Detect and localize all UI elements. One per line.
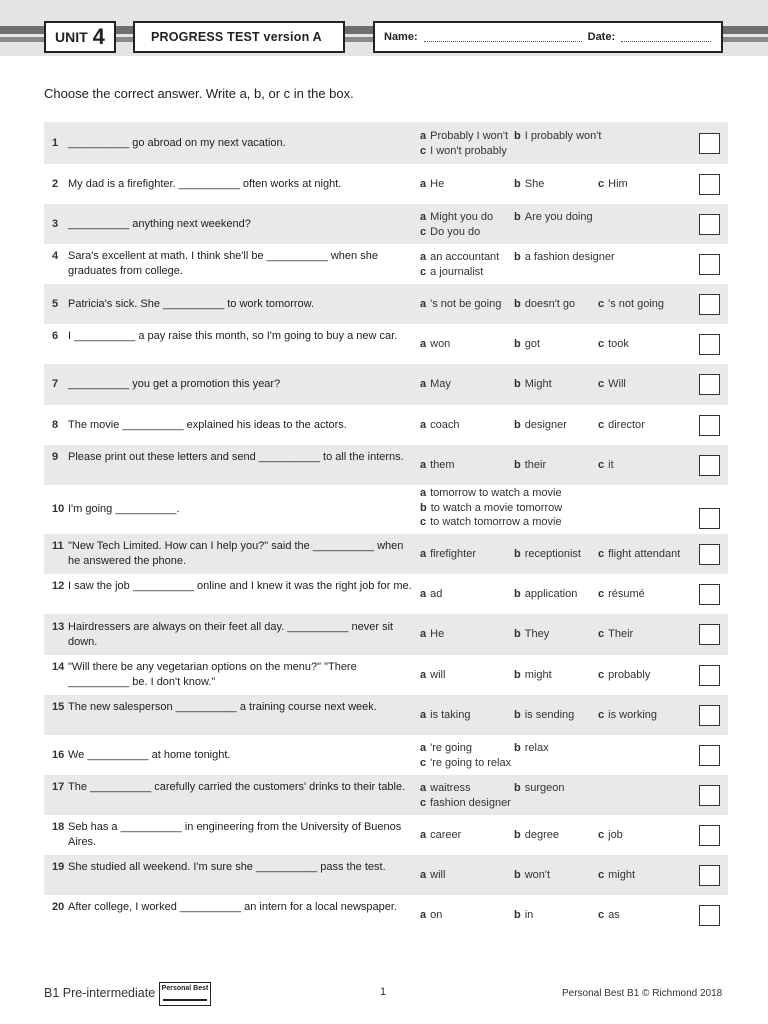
option-letter: b [514,909,521,921]
option-text: is taking [430,709,471,721]
option-a [420,908,442,923]
answer-options [420,486,720,530]
option-a [420,337,450,352]
option-text: to watch tomorrow a movie [430,516,562,528]
option-text: Probably I won't [430,130,509,142]
answer-options [420,547,720,562]
option-b [514,250,615,265]
option-letter: a [420,782,427,794]
option-text: Will [608,378,626,390]
option-a [420,177,444,192]
answer-options [420,868,720,883]
option-letter: b [514,829,521,841]
option-c [420,265,483,280]
option-letter: b [514,211,521,223]
date-field[interactable] [621,32,711,42]
question-text: __________ anything next weekend? [68,218,251,230]
question-number: 19 [52,861,65,873]
option-b [514,547,581,562]
test-title: PROGRESS TEST version A [151,30,322,44]
answer-box[interactable] [699,665,720,686]
option-letter: c [420,756,427,769]
option-b [514,458,546,473]
option-c [598,377,626,392]
question-text: Seb has a __________ in engineering from the University of Buenos Aires. [68,821,402,848]
option-b [514,418,567,433]
option-letter: b [514,130,521,142]
option-c [420,796,511,811]
option-letter: c [598,419,605,431]
answer-options [420,587,720,602]
answer-box[interactable] [699,544,720,565]
option-text: 're going [430,742,472,754]
option-text: ad [430,588,443,600]
option-c [420,225,480,240]
option-letter: c [598,378,605,390]
answer-box[interactable] [699,905,720,926]
unit-box [44,21,116,53]
question-text: Sara's excellent at math. I think she'll be __________ when she graduates from college. [68,250,378,277]
question-row [44,895,728,935]
question-number: 14 [52,661,65,673]
option-text: a journalist [430,265,484,278]
option-letter: c [598,909,605,921]
option-letter: c [598,588,605,600]
option-c [420,144,507,159]
personal-best-logo [159,982,211,1006]
question-text: The movie __________ explained his ideas to the actors. [68,419,347,431]
option-letter: a [420,829,427,841]
question-number: 1 [52,137,59,149]
option-text: them [430,459,455,471]
option-letter: a [420,909,427,921]
option-text: waitress [430,782,471,794]
option-letter: c [598,178,605,190]
question-row [44,655,728,695]
question-text: The new salesperson __________ a training course next week. [68,701,377,713]
option-letter: a [420,211,427,223]
page-number: 1 [380,986,387,998]
question-row [44,815,728,855]
option-text: director [608,419,645,431]
option-letter: a [420,178,427,190]
option-letter: b [514,251,521,263]
option-text: Might [524,378,552,390]
question-row [44,204,728,244]
answer-box[interactable] [699,624,720,645]
name-field[interactable] [424,32,582,42]
answer-box[interactable] [699,785,720,806]
unit-number: 4 [92,24,105,49]
option-letter: a [420,459,427,471]
question-text: She studied all weekend. I'm sure she __________ pass the test. [68,861,386,873]
option-letter: c [420,144,427,157]
instruction-text: Choose the correct answer. Write a, b, or c in the box. [44,86,354,101]
option-letter: b [514,459,521,471]
answer-options [420,129,720,158]
option-text: 's not going [608,298,665,310]
option-text: it [608,459,614,471]
option-letter: b [514,419,521,431]
option-text: might [524,669,552,681]
option-letter: c [598,829,605,841]
date-label: Date: [587,31,616,43]
option-text: their [524,459,547,471]
answer-options [420,377,720,392]
option-b [514,177,544,192]
answer-options [420,418,720,433]
option-b [514,129,601,144]
option-c [598,708,657,723]
answer-options [420,908,720,923]
question-row [44,775,728,815]
answer-options [420,627,720,642]
option-a [420,210,493,225]
option-letter: c [420,516,427,528]
unit-label: UNIT [55,29,88,45]
answer-box[interactable] [699,214,720,235]
option-letter: c [598,548,605,560]
option-b [514,337,540,352]
option-letter: b [514,178,521,190]
answer-options [420,741,720,770]
option-letter: a [420,548,427,560]
option-text: will [430,869,446,881]
option-letter: c [598,628,605,640]
question-number: 8 [52,419,59,431]
logo-text: Personal Best [161,985,209,992]
option-c [598,627,633,642]
question-number: 5 [52,298,59,310]
question-text: "New Tech Limited. How can I help you?" said the __________ when he answered the phone. [68,540,404,567]
answer-box[interactable] [699,825,720,846]
option-letter: c [420,796,427,809]
option-c [598,668,650,683]
option-text: got [524,338,541,350]
option-letter: c [598,869,605,881]
question-row [44,284,728,324]
answer-box[interactable] [699,294,720,315]
option-b [514,587,577,602]
option-a [420,868,445,883]
question-row [44,324,728,364]
option-text: coach [430,419,460,431]
option-text: on [430,909,443,921]
option-letter: a [420,869,427,881]
answer-options [420,458,720,473]
option-text: I probably won't [524,130,602,142]
option-c [598,908,620,923]
option-letter: b [514,548,521,560]
question-row [44,164,728,204]
question-number: 4 [52,250,59,262]
question-row [44,485,728,534]
option-b [514,377,552,392]
option-a [420,418,459,433]
answer-box[interactable] [699,745,720,766]
question-row [44,122,728,164]
answer-options [420,177,720,192]
question-number: 2 [52,178,59,190]
question-row [44,364,728,405]
option-letter: a [420,628,427,640]
option-letter: c [420,225,427,238]
question-number: 20 [52,901,65,913]
option-text: He [430,628,445,640]
answer-options [420,337,720,352]
option-a [420,129,508,144]
option-text: résumé [608,588,645,600]
question-row [44,855,728,895]
option-text: application [524,588,578,600]
answer-options [420,828,720,843]
option-letter: b [514,628,521,640]
option-text: doesn't go [524,298,576,310]
option-text: Their [608,628,634,640]
question-text: I __________ a pay raise this month, so I'm going to buy a new car. [68,330,398,342]
answer-options [420,210,720,239]
option-c [598,177,628,192]
answer-options [420,781,720,810]
option-letter: a [420,298,427,310]
option-letter: a [420,709,427,721]
option-letter: a [420,742,427,754]
option-letter: b [514,742,521,754]
option-text: I won't probably [430,144,507,157]
option-c [598,458,614,473]
option-text: relax [524,742,549,754]
option-letter: a [420,669,427,681]
answer-box[interactable] [699,705,720,726]
answer-box[interactable] [699,174,720,195]
question-number: 12 [52,580,65,592]
question-number: 7 [52,378,59,390]
question-text: After college, I worked __________ an intern for a local newspaper. [68,901,397,913]
option-text: They [524,628,550,640]
test-title-box [133,21,345,53]
option-c [598,297,664,312]
option-b [514,828,559,843]
option-text: as [608,909,620,921]
question-number: 6 [52,330,59,342]
option-text: won [430,338,451,350]
option-text: 's not be going [430,298,502,310]
option-text: will [430,669,446,681]
option-c [598,868,635,883]
question-text: Patricia's sick. She __________ to work tomorrow. [68,298,315,310]
question-number: 10 [52,503,65,515]
option-c [598,547,680,562]
option-letter: b [514,869,521,881]
option-text: fashion designer [430,796,511,809]
option-a [420,708,470,723]
option-letter: b [514,782,521,794]
option-letter: c [598,338,605,350]
option-letter: c [598,709,605,721]
question-row [44,244,728,284]
question-row [44,695,728,735]
option-text: 're going to relax [430,756,512,769]
question-row [44,574,728,614]
option-a [420,668,445,683]
option-text: might [608,869,636,881]
option-a [420,486,562,501]
option-text: took [608,338,629,350]
option-c [420,515,562,530]
question-row [44,445,728,485]
option-b [514,868,550,883]
answer-options [420,668,720,683]
option-text: is working [608,709,658,721]
question-text: We __________ at home tonight. [68,749,231,761]
answer-box[interactable] [699,508,720,529]
question-number: 11 [52,540,64,552]
option-letter: c [598,669,605,681]
option-letter: a [420,378,427,390]
option-letter: c [598,298,605,310]
option-a [420,627,444,642]
option-text: Do you do [430,225,481,238]
question-text: __________ you get a promotion this year? [68,378,281,390]
option-text: Are you doing [524,211,593,223]
option-text: firefighter [430,548,476,560]
option-text: She [524,178,545,190]
option-text: He [430,178,445,190]
option-b [514,297,575,312]
question-number: 9 [52,451,59,463]
option-letter: c [420,265,427,278]
option-b [514,668,552,683]
option-text: an accountant [430,251,500,263]
option-text: is sending [524,709,575,721]
option-a [420,781,470,796]
option-letter: b [514,338,521,350]
option-letter: b [514,669,521,681]
option-text: won't [524,869,551,881]
question-row [44,534,728,574]
option-letter: b [514,378,521,390]
question-number: 15 [52,701,65,713]
option-text: a fashion designer [524,251,615,263]
option-letter: a [420,338,427,350]
option-text: flight attendant [608,548,681,560]
option-letter: a [420,419,427,431]
option-b [514,781,565,796]
option-a [420,297,501,312]
option-text: May [430,378,451,390]
question-number: 13 [52,621,65,633]
option-b [420,501,562,516]
answer-box[interactable] [699,133,720,154]
question-row [44,614,728,655]
name-date-box [373,21,723,53]
option-letter: a [420,130,427,142]
option-a [420,250,499,265]
answer-box[interactable] [699,584,720,605]
option-c [420,756,511,771]
option-letter: b [514,588,521,600]
question-row [44,405,728,445]
option-text: Might you do [430,211,494,223]
copyright: Personal Best B1 © Richmond 2018 [562,988,723,999]
answer-box[interactable] [699,415,720,436]
option-text: job [608,829,623,841]
question-text: The __________ carefully carried the customers' drinks to their table. [68,781,406,793]
option-a [420,587,442,602]
option-text: Him [608,178,628,190]
question-number: 3 [52,218,59,230]
answer-box[interactable] [699,865,720,886]
option-letter: a [420,588,427,600]
footer-level: B1 Pre-intermediate [44,986,156,1000]
option-c [598,337,629,352]
option-text: in [524,909,534,921]
option-b [514,627,549,642]
option-b [514,908,533,923]
answer-box[interactable] [699,334,720,355]
option-letter: b [420,501,427,514]
option-c [598,587,645,602]
option-text: probably [608,669,651,681]
question-text: I'm going __________. [68,503,180,515]
question-text: __________ go abroad on my next vacation. [68,137,286,149]
question-number: 17 [52,781,65,793]
option-text: receptionist [524,548,581,560]
option-b [514,210,593,225]
answer-box[interactable] [699,455,720,476]
answer-options [420,250,720,279]
question-text: "Will there be any vegetarian options on the menu?" "There __________ be. I don't know." [68,661,357,688]
answer-box[interactable] [699,374,720,395]
option-text: degree [524,829,559,841]
option-text: designer [524,419,567,431]
question-text: Please print out these letters and send __________ to all the interns. [68,451,404,463]
answer-options [420,297,720,312]
option-b [514,708,574,723]
option-a [420,741,472,756]
question-number: 18 [52,821,65,833]
option-letter: b [514,298,521,310]
option-text: career [430,829,462,841]
question-text: My dad is a firefighter. __________ often works at night. [68,178,342,190]
option-a [420,547,476,562]
option-a [420,828,461,843]
option-letter: b [514,709,521,721]
answer-options [420,708,720,723]
name-label: Name: [384,31,418,43]
option-a [420,458,455,473]
option-letter: a [420,251,427,263]
option-b [514,741,549,756]
option-a [420,377,451,392]
question-number: 16 [52,749,65,761]
question-row [44,735,728,775]
option-text: tomorrow to watch a movie [430,487,562,499]
option-text: surgeon [524,782,565,794]
option-letter: c [598,459,605,471]
question-text: I saw the job __________ online and I knew it was the right job for me. [68,580,412,592]
question-text: Hairdressers are always on their feet all day. __________ never sit down. [68,621,394,648]
answer-box[interactable] [699,254,720,275]
option-text: to watch a movie tomorrow [430,501,563,514]
option-c [598,418,645,433]
option-letter: a [420,487,427,499]
option-c [598,828,623,843]
